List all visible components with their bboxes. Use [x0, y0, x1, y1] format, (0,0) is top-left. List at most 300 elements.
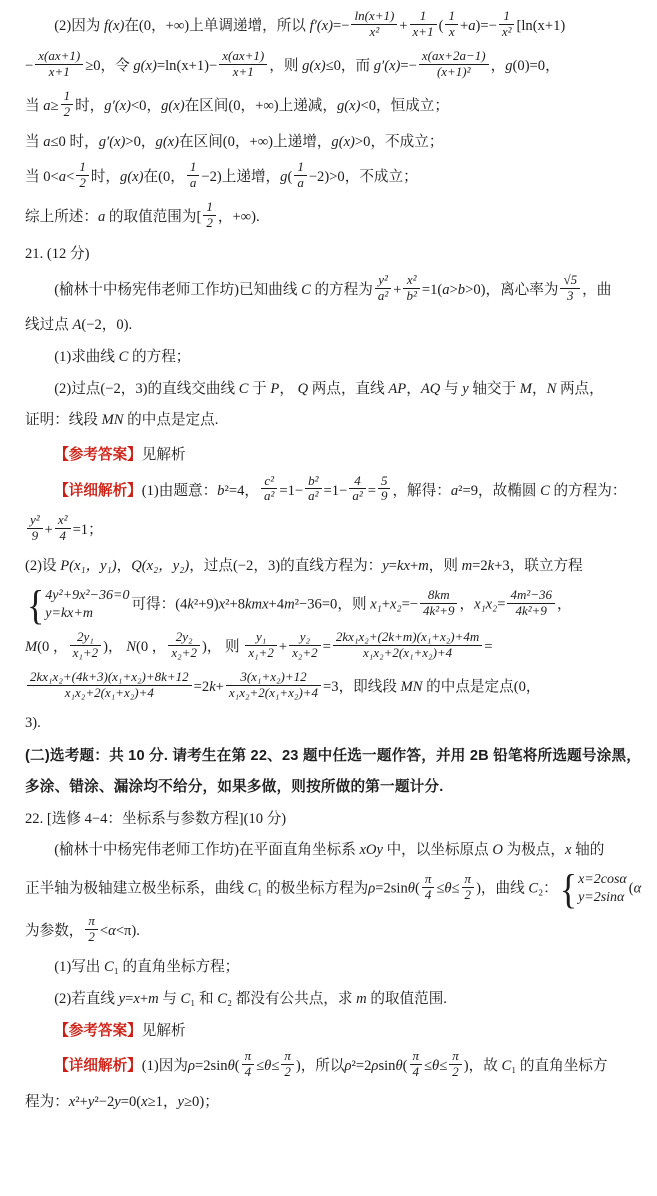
- math-variable: a: [43, 133, 51, 150]
- brace-icon: {: [27, 581, 45, 628]
- math-variable: g′(x): [373, 57, 401, 74]
- text-run: ，: [490, 57, 506, 74]
- math-variable: g(x): [155, 133, 180, 150]
- math-variable: x: [141, 1094, 148, 1110]
- detailed-solution-21: [25, 712, 645, 735]
- fraction-numerator: 2kx₁x₂+(4k+3)(x₁+x₂)+8k+12: [27, 670, 192, 686]
- fraction-numerator: 5: [378, 474, 391, 490]
- math-variable: g(x): [120, 169, 144, 186]
- math-variable: g′(x): [98, 133, 126, 150]
- math-variable: f′(x): [309, 17, 334, 34]
- text-run: ≥1，: [147, 1094, 178, 1110]
- text-run: +: [215, 678, 224, 695]
- text-run: <: [99, 923, 109, 940]
- math-fraction: [187, 160, 200, 191]
- math-variable: C: [501, 1057, 512, 1074]
- math-variable: θ: [432, 1057, 440, 1074]
- fraction-numerator: b²: [305, 474, 321, 490]
- text-run: 在区间(0，+∞)上递增，: [179, 133, 332, 150]
- solution-line: [25, 87, 645, 122]
- fraction-denominator: x: [448, 23, 455, 39]
- text-run: =−: [400, 57, 417, 74]
- text-run: =: [497, 596, 506, 613]
- text-run: (榆林十中杨宪伟老师工作坊)已知曲线: [54, 281, 302, 298]
- math-variable: f(x): [104, 17, 125, 34]
- text-run: 为参数，: [25, 923, 84, 940]
- fraction-numerator: ln(x+1): [351, 9, 397, 25]
- problem-22-part1: [25, 956, 645, 979]
- math-variable: O: [492, 842, 503, 859]
- math-variable: k: [187, 596, 194, 613]
- text-run: 正半轴为极轴建立极坐标系，曲线: [25, 880, 248, 897]
- math-fraction: [85, 914, 98, 945]
- math-fraction: [168, 630, 200, 661]
- text-run: =1−: [323, 482, 348, 499]
- math-variable: g(x): [331, 133, 355, 150]
- math-variable: m: [418, 558, 429, 575]
- text-run: ，则: [269, 57, 303, 74]
- text-run: ≤: [256, 1057, 265, 1074]
- text-run: (2)若直线: [54, 990, 119, 1007]
- math-fraction: [305, 474, 321, 505]
- fraction-numerator: 1: [499, 9, 515, 25]
- math-variable: m: [356, 990, 367, 1007]
- fraction-numerator: 1: [187, 160, 200, 176]
- text-run: (0 ，: [135, 639, 167, 656]
- math-variable: θ: [395, 1057, 403, 1074]
- math-fraction: [203, 200, 216, 231]
- text-run: (0 ，: [37, 639, 68, 656]
- text-run: ≤0 时，: [50, 133, 99, 150]
- fraction-numerator: x(ax+2a−1): [419, 49, 489, 65]
- math-variable: k: [209, 678, 216, 695]
- fraction-denominator: x₁x₂+2(x₁+x₂)+4: [228, 685, 319, 701]
- fraction-numerator: y²: [375, 273, 391, 289]
- fraction-numerator: c²: [261, 474, 277, 490]
- text-run: 21. (12 分): [25, 245, 90, 262]
- text-run: ₁ 和: [190, 990, 218, 1007]
- text-run: 综上所述：: [25, 208, 98, 225]
- math-variable: AQ: [420, 380, 441, 397]
- text-run: ₂ 都没有公共点，求: [226, 990, 357, 1007]
- fraction-numerator: x²: [403, 273, 419, 289]
- math-variable: g′(x): [104, 97, 131, 114]
- text-run: (二)选考题：共 10 分. 请考生在第 22、23 题中任选一题作答，并用 2B 铅笔将所选题号涂黑，: [25, 747, 642, 764]
- math-variable: kx: [396, 558, 410, 575]
- math-fraction: [410, 1049, 423, 1080]
- text-run: =2: [193, 678, 210, 695]
- math-variable: x₁: [370, 596, 382, 613]
- section-2-instructions: [25, 745, 645, 768]
- section-2-instructions: [25, 776, 645, 799]
- fraction-numerator: y₂: [289, 630, 321, 646]
- math-variable: AP: [388, 380, 407, 397]
- equation-row: y=kx+m: [45, 606, 93, 622]
- math-variable: a: [450, 482, 459, 499]
- math-fraction: [245, 630, 277, 661]
- math-variable: MN: [101, 412, 124, 429]
- math-variable: C: [104, 959, 114, 976]
- math-fraction: [349, 474, 365, 505]
- math-variable: θ: [227, 1057, 235, 1074]
- text-run: 轴交于: [468, 380, 520, 397]
- math-variable: g: [505, 57, 513, 74]
- math-fraction: [375, 273, 391, 304]
- fraction-denominator: x₁x₂+2(x₁+x₂)+4: [64, 685, 154, 701]
- fraction-numerator: 1: [445, 9, 458, 25]
- math-fraction: [419, 49, 489, 80]
- fraction-denominator: b²: [406, 287, 417, 303]
- fraction-denominator: x₁x₂+2(x₁+x₂)+4: [363, 645, 453, 661]
- math-variable: Q(x₂，y₂): [131, 558, 190, 575]
- problem-22-number: [25, 808, 645, 831]
- fraction-denominator: a²: [263, 488, 275, 504]
- text-run: +4: [268, 596, 285, 613]
- fraction-denominator: a: [297, 175, 304, 191]
- text-run: 3).: [25, 715, 41, 731]
- text-run: ≥: [50, 97, 59, 114]
- math-variable: a: [43, 97, 51, 114]
- math-variable: m: [148, 990, 159, 1007]
- math-fraction: [445, 9, 458, 40]
- reference-answer-22: [25, 1020, 645, 1043]
- text-run: ₂：: [538, 880, 558, 897]
- fraction-numerator: x²: [55, 513, 71, 529]
- math-variable: θ: [444, 880, 452, 897]
- fraction-numerator: π: [449, 1049, 462, 1065]
- text-run: )， 则: [201, 639, 244, 656]
- text-run: ₁ 的极坐标方程为: [257, 880, 369, 897]
- math-variable: g(x): [133, 57, 157, 74]
- text-run: 时，: [90, 169, 121, 186]
- math-variable: α: [633, 880, 642, 897]
- fraction-numerator: π: [462, 872, 475, 888]
- text-run: (2)过点(−2，3)的直线交曲线: [54, 380, 239, 397]
- text-run: =2: [472, 558, 488, 575]
- detailed-solution-21: [25, 472, 645, 507]
- math-fraction: [507, 588, 555, 619]
- text-run: ，过点(−2，3)的直线方程为：: [189, 558, 383, 575]
- text-run: ，曲: [582, 281, 612, 298]
- text-run: (1)求曲线: [54, 349, 119, 366]
- text-run: ²=2: [351, 1057, 372, 1074]
- fraction-numerator: π: [85, 914, 98, 930]
- fraction-denominator: 9: [380, 488, 388, 504]
- text-run: (: [402, 1057, 408, 1074]
- text-run: (1)由题意：: [141, 482, 218, 499]
- fraction-denominator: x₁+2: [248, 645, 274, 661]
- math-fraction: [55, 513, 71, 544]
- math-variable: C: [528, 880, 539, 897]
- text-run: 与: [158, 990, 181, 1007]
- text-run: >0)，离心率为: [465, 281, 559, 298]
- math-fraction: [422, 872, 435, 903]
- detailed-solution-21: [25, 629, 645, 663]
- solution-line: [25, 131, 645, 154]
- text-run: =−: [401, 596, 419, 613]
- text-run: (: [234, 1057, 240, 1074]
- reference-answer-21: [25, 444, 645, 467]
- math-variable: x: [68, 1094, 76, 1110]
- fraction-numerator: x(ax+1): [219, 49, 267, 65]
- text-run: <0，恒成立；: [360, 97, 449, 114]
- fraction-numerator: 4: [349, 474, 365, 490]
- text-run: =1−: [279, 482, 304, 499]
- text-run: 当 0<: [25, 169, 59, 186]
- fraction-denominator: 2: [63, 103, 71, 119]
- math-variable: y: [382, 558, 389, 575]
- text-run: [ln(x+1): [516, 17, 566, 34]
- math-fraction: [560, 273, 580, 304]
- text-run: 时，: [75, 97, 105, 114]
- text-run: +3，联立方程: [494, 558, 583, 575]
- math-variable: x₂: [390, 596, 402, 613]
- math-variable: m: [284, 596, 295, 613]
- text-run: (0)=0，: [512, 57, 560, 74]
- fraction-denominator: 2: [79, 175, 86, 191]
- fraction-numerator: π: [422, 872, 435, 888]
- text-run: ，: [116, 558, 132, 575]
- math-variable: y: [177, 1094, 185, 1110]
- math-fraction: [499, 9, 515, 40]
- problem-22-part2: [25, 988, 645, 1011]
- fraction-denominator: x+1: [48, 63, 70, 79]
- fraction-numerator: π: [281, 1049, 294, 1065]
- math-variable: a: [58, 169, 67, 186]
- detailed-solution-21: [25, 512, 645, 546]
- text-run: 见解析: [141, 1022, 186, 1039]
- section-label: 【参考答案】: [54, 1022, 142, 1039]
- math-fraction: [420, 588, 457, 619]
- math-variable: x₁x₂: [474, 596, 498, 613]
- text-run: (: [438, 17, 444, 34]
- math-fraction: [410, 9, 437, 40]
- fraction-denominator: 4: [424, 886, 432, 902]
- text-run: (1)写出: [54, 959, 105, 976]
- fraction-numerator: 1: [410, 9, 437, 25]
- text-run: =: [367, 482, 376, 499]
- text-run: =: [484, 639, 493, 656]
- fraction-numerator: x(ax+1): [35, 49, 83, 65]
- math-variable: Q: [297, 380, 309, 397]
- math-variable: b: [457, 281, 466, 298]
- math-variable: C: [540, 482, 550, 499]
- math-variable: k: [487, 558, 495, 575]
- text-run: +: [139, 990, 149, 1007]
- math-variable: g(x): [161, 97, 185, 114]
- text-run: ，: [531, 380, 547, 397]
- fraction-denominator: 2: [88, 929, 95, 945]
- math-fraction: [261, 474, 277, 505]
- solution-line: [25, 47, 645, 82]
- fraction-denominator: (x+1)²: [436, 63, 471, 79]
- text-run: 的中点是定点.: [123, 412, 219, 429]
- text-run: sin: [378, 1057, 396, 1074]
- section-label: 【详细解析】: [54, 1057, 142, 1074]
- problem-21-number: [25, 243, 645, 266]
- text-run: =: [322, 639, 331, 656]
- text-run: ≤: [436, 880, 445, 897]
- equation-row: x=2cosα: [578, 872, 627, 888]
- text-run: 的方程为: [310, 281, 373, 298]
- math-fraction: [378, 474, 391, 505]
- text-run: (: [414, 880, 420, 897]
- math-fraction: [462, 872, 475, 903]
- math-fraction: [27, 513, 43, 544]
- text-run: )，故: [463, 1057, 502, 1074]
- math-variable: M: [519, 380, 532, 397]
- text-run: −: [25, 57, 34, 74]
- math-variable: N: [126, 639, 136, 656]
- text-run: ²=4，: [224, 482, 259, 499]
- text-run: ，: [279, 380, 298, 397]
- text-run: >0，: [125, 133, 156, 150]
- text-run: 当: [25, 97, 44, 114]
- text-run: ²+8: [225, 596, 246, 613]
- math-variable: x: [133, 990, 140, 1007]
- fraction-numerator: 1: [61, 89, 74, 105]
- text-run: +: [381, 596, 390, 613]
- fraction-denominator: x₂+2: [171, 645, 197, 661]
- text-run: (: [287, 169, 293, 186]
- text-run: =: [388, 558, 397, 575]
- fraction-denominator: 4k²+9: [515, 602, 547, 618]
- text-run: 在(0，: [143, 169, 185, 186]
- math-variable: y: [118, 990, 126, 1007]
- math-variable: α: [108, 923, 116, 940]
- section-label: 【参考答案】: [54, 446, 142, 463]
- text-run: +: [409, 558, 419, 575]
- math-fraction: [242, 1049, 255, 1080]
- math-fraction: [449, 1049, 462, 1080]
- text-run: ²+: [75, 1094, 88, 1110]
- math-variable: C: [217, 990, 227, 1007]
- text-run: (2)因为: [54, 17, 105, 34]
- detailed-solution-21: [25, 669, 645, 703]
- text-run: ，: [459, 596, 475, 613]
- text-run: (2)设: [25, 558, 61, 575]
- fraction-denominator: x²: [369, 23, 380, 39]
- text-run: <π).: [115, 923, 140, 940]
- fraction-numerator: √5: [560, 273, 580, 289]
- problem-21-part2: [25, 409, 645, 432]
- text-run: ，解得：: [392, 482, 451, 499]
- math-variable: a: [442, 281, 450, 298]
- text-run: >0，不成立；: [354, 133, 444, 150]
- math-variable: a: [468, 17, 476, 34]
- math-variable: P(x₁，y₁): [60, 558, 117, 575]
- text-run: )，曲线: [476, 880, 529, 897]
- fraction-numerator: 1: [76, 160, 89, 176]
- solution-line: [25, 159, 645, 193]
- text-run: 当: [25, 133, 44, 150]
- math-fraction: [27, 670, 192, 701]
- detailed-solution-21: [25, 555, 645, 578]
- text-run: 线过点: [25, 317, 73, 334]
- fraction-denominator: x₂+2: [292, 645, 318, 661]
- fraction-denominator: a: [189, 175, 197, 191]
- fraction-numerator: 2y₁: [70, 630, 102, 646]
- text-run: ²−36=0，则: [294, 596, 371, 613]
- text-run: 22. [选修 4−4：坐标系与参数方程](10 分): [25, 810, 287, 827]
- text-run: ≥0)；: [184, 1094, 219, 1110]
- math-variable: y: [87, 1094, 95, 1110]
- text-run: (: [628, 880, 634, 897]
- equation-system: [559, 866, 627, 913]
- text-run: 两点，: [556, 380, 604, 397]
- fraction-denominator: 2: [206, 215, 213, 231]
- fraction-numerator: 1: [203, 200, 216, 216]
- text-run: ，: [557, 596, 572, 613]
- text-run: )，所以: [295, 1057, 345, 1074]
- text-run: ≤: [271, 1057, 280, 1074]
- math-fraction: [70, 630, 102, 661]
- text-run: 证明：线段: [25, 412, 102, 429]
- text-run: ²=9，故椭圆: [458, 482, 541, 499]
- text-run: ，则: [428, 558, 462, 575]
- text-run: 的取值范围.: [366, 990, 447, 1007]
- text-run: >: [449, 281, 458, 298]
- text-run: (1)因为: [141, 1057, 188, 1074]
- math-variable: C: [238, 380, 249, 397]
- equation-system: [27, 581, 130, 628]
- text-run: =1(: [421, 281, 443, 298]
- text-run: +: [399, 17, 408, 34]
- fraction-numerator: 3(x₁+x₂)+12: [226, 670, 321, 686]
- text-run: ≥0，令: [85, 57, 134, 74]
- math-fraction: [403, 273, 419, 304]
- text-run: 在(0，+∞)上单调递增，所以: [124, 17, 310, 34]
- fraction-numerator: 8km: [420, 588, 457, 604]
- detailed-solution-22: [25, 1048, 645, 1082]
- math-variable: ρ: [371, 1057, 379, 1074]
- math-variable: C: [301, 281, 311, 298]
- text-run: ₁ 的直角坐标方程；: [113, 959, 240, 976]
- fraction-denominator: 2: [284, 1064, 291, 1080]
- text-run: <0，: [130, 97, 162, 114]
- fraction-denominator: 3: [567, 287, 574, 303]
- text-run: 在区间(0，+∞)上递减，: [184, 97, 337, 114]
- fraction-denominator: x+1: [412, 23, 434, 39]
- math-fraction: [294, 160, 307, 191]
- text-run: =1；: [72, 522, 103, 539]
- solution-conclusion: [25, 199, 645, 233]
- text-run: =3，即线段: [323, 678, 401, 695]
- math-variable: C: [118, 349, 129, 366]
- text-run: −2)>0，不成立；: [308, 169, 418, 186]
- text-run: ²+9): [193, 596, 219, 613]
- text-run: −2)上递增，: [201, 169, 281, 186]
- text-run: =: [125, 990, 134, 1007]
- text-run: ，+∞).: [217, 208, 260, 225]
- math-variable: θ: [407, 880, 415, 897]
- text-run: =0(: [120, 1094, 142, 1110]
- fraction-denominator: 2: [452, 1064, 459, 1080]
- problem-21-statement: [25, 271, 645, 306]
- math-variable: C: [180, 990, 191, 1007]
- fraction-denominator: 4: [59, 528, 66, 544]
- problem-21-part1: [25, 346, 645, 369]
- math-variable: N: [546, 380, 557, 397]
- text-run: =ln(x+1)−: [156, 57, 218, 74]
- fraction-numerator: 1: [294, 160, 307, 176]
- math-variable: M: [25, 639, 38, 656]
- text-run: 见解析: [141, 446, 186, 463]
- fraction-numerator: π: [410, 1049, 423, 1065]
- math-variable: g: [280, 169, 288, 186]
- math-variable: b: [217, 482, 225, 499]
- fraction-numerator: y²: [27, 513, 43, 529]
